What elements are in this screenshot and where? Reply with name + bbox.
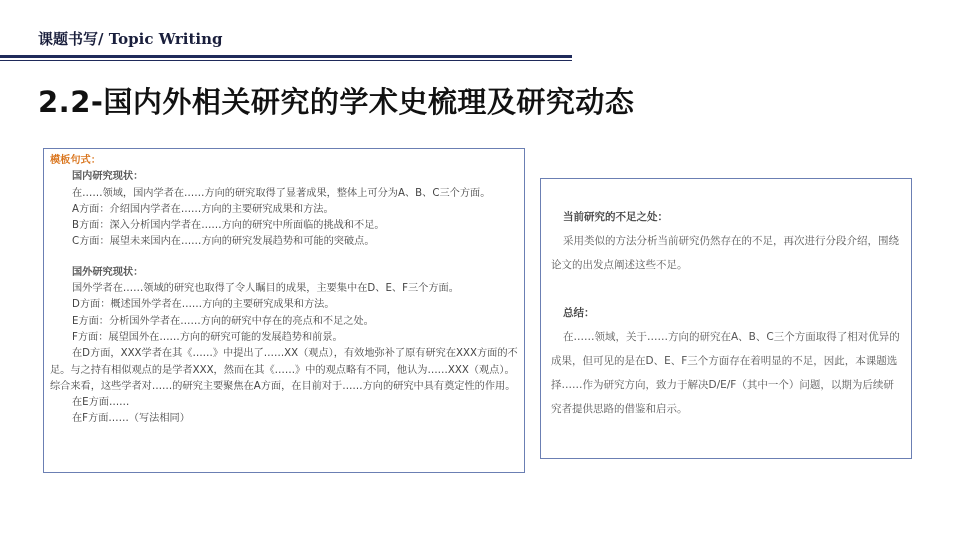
shortcoming-title: 当前研究的不足之处：	[563, 211, 668, 223]
summary-text: 在……领域，关于……方向的研究在A、B、C三个方面取得了相对优异的成果，但可见的是在D、E、F三个方面存在着明显的不足，因此，本课题选择……作为研究方向，致力于解决D/E/F（其中一个）问题，以期为后续研究者提供思路的借鉴和启示。	[551, 331, 900, 415]
template-panel	[43, 148, 525, 473]
foreign-e-line: 在E方面……	[72, 397, 130, 409]
foreign-f: F方面：展望国外在……方向的研究可能的发展趋势和前景。	[72, 331, 343, 343]
summary-title: 总结：	[563, 307, 595, 319]
summary-panel	[540, 178, 912, 459]
section-spacer	[50, 251, 518, 265]
foreign-intro: 国外学者在……领域的研究也取得了令人瞩目的成果，主要集中在D、E、F三个方面。	[72, 283, 459, 295]
header-divider	[0, 55, 572, 58]
domestic-c: C方面：展望未来国内在……方向的研究发展趋势和可能的突破点。	[72, 236, 375, 248]
domestic-title: 国内研究现状：	[72, 171, 144, 183]
domestic-intro: 在……领域，国内学者在……方向的研究取得了显著成果，整体上可分为A、B、C三个方面。	[72, 187, 491, 199]
header-title: 课题书写/ Topic Writing	[38, 30, 223, 48]
foreign-e: E方面：分析国外学者在……方向的研究中存在的亮点和不足之处。	[72, 315, 374, 327]
domestic-b: B方面：深入分析国内学者在……方向的研究中所面临的挑战和不足。	[72, 220, 385, 232]
foreign-d: D方面：概述国外学者在……方向的主要研究成果和方法。	[72, 299, 335, 311]
domestic-a: A方面：介绍国内学者在……方向的主要研究成果和方法。	[72, 203, 334, 215]
slide-title: 2.2-国内外相关研究的学术史梳理及研究动态	[38, 85, 635, 119]
template-label: 模板句式：	[50, 155, 101, 166]
shortcoming-text: 采用类似的方法分析当前研究仍然存在的不足，再次进行分段介绍，围绕论文的出发点阐述这些不足。	[551, 235, 899, 271]
header-divider-thin	[0, 60, 572, 61]
foreign-detail: 在D方面，XXX学者在其《……》中提出了……XX（观点），有效地弥补了原有研究在XXX方面的不足。与之持有相似观点的是学者XXX，然而在其《……》中的观点略有不同，他认为……XXX（观点）。综合来看，这些学者对……的研究主要聚焦在A方面，在目前对于……方向的研究中具有奠定性的作用。	[50, 348, 518, 392]
foreign-f-line: 在F方面……（写法相同）	[72, 413, 190, 425]
section-spacer	[551, 277, 903, 301]
foreign-title: 国外研究现状：	[72, 266, 144, 278]
